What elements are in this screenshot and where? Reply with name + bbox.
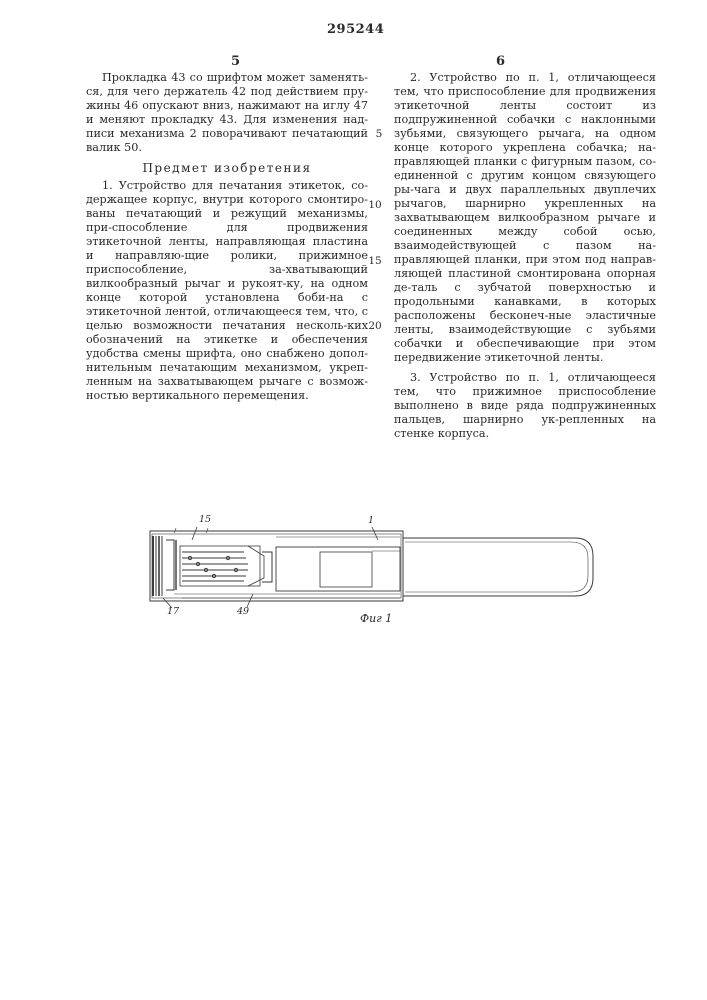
callout-leader-15	[192, 527, 197, 540]
line-number-10: 10	[363, 199, 387, 211]
figure-1-drawing	[0, 0, 707, 1000]
callout-15: 15	[199, 514, 211, 525]
patent-number: 295244	[327, 22, 384, 37]
line-number-5: 5	[367, 128, 391, 140]
left-column-number: 5	[231, 54, 240, 69]
figure-caption: Фиг 1	[360, 612, 392, 625]
intro-paragraph: Прокладка 43 со шрифтом может заменять-ся, для чего держатель 42 под действием пру-жины 46 опускают вниз, нажимают на иглу 47 и меняют прокладку 43. Для изменения над-писи механизма 2 поворачивают печатающий валик 50.	[86, 71, 368, 155]
right-column-number: 6	[496, 54, 505, 69]
callout-49: 49	[237, 606, 249, 617]
claim-3: 3. Устройство по п. 1, отличающееся тем, что прижимное приспособление выполнено в виде ряда подпружиненных пальцев, шарнирно ук-репленных на стенке корпуса.	[394, 371, 656, 441]
claim-1: 1. Устройство для печатания этикеток, со-держащее корпус, внутри которого смонтиро-ваны печатающий и режущий механизмы, при-способление для продвижения этикеточной ленты, направляющая пластина и направляю-щие ролики, прижимное приспособление, за-хватывающий вилкообразный рычаг и рукоят-ку, на одном конце которой установлена боби-на с этикеточной лентой, отличающееся тем, что, с целью возможности печатания несколь-ких обозначений на этикетке и обеспечения удобства смены шрифта, оно снабжено допол-нительным печатающим механизмом, укреп-ленным на захватывающем рычаге с возмож-ностью вертикального перемещения.	[86, 179, 368, 403]
line-number-15: 15	[363, 255, 387, 267]
housing-outline	[150, 531, 403, 601]
callout-17: 17	[167, 606, 179, 617]
callout-leader-1	[372, 527, 378, 540]
callout-1: 1	[368, 515, 374, 526]
claim-2: 2. Устройство по п. 1, отличающееся тем, что приспособление для продвижения этикеточной ленты состоит из подпружиненной собачки с наклонными зубьями, связующего рычага, на одном конце которого укреплена собачка; на-правляющей планки с фигурным пазом, со-единенной с другим концом связующего ры-чага и двух параллельных двуплечих рычагов, шарнирно укрепленных на захватывающем вилкообразном рычаге и соединенных между собой осью, взаимодействующей с пазом на-правляющей планки, при этом под направ-ляющей пластиной смонтирована опорная де-таль с зубчатой поверхностью и продольными канавками, в которых расположены бесконеч-ные эластичные ленты, взаимодействующие с зубьями собачки и обеспечивающие при этом передвижение этикеточной ленты.	[394, 71, 656, 365]
line-number-20: 20	[363, 320, 387, 332]
handle-outline	[403, 538, 593, 596]
label-roll-compartment	[276, 547, 400, 591]
claims-heading: Предмет изобретения	[86, 161, 368, 175]
